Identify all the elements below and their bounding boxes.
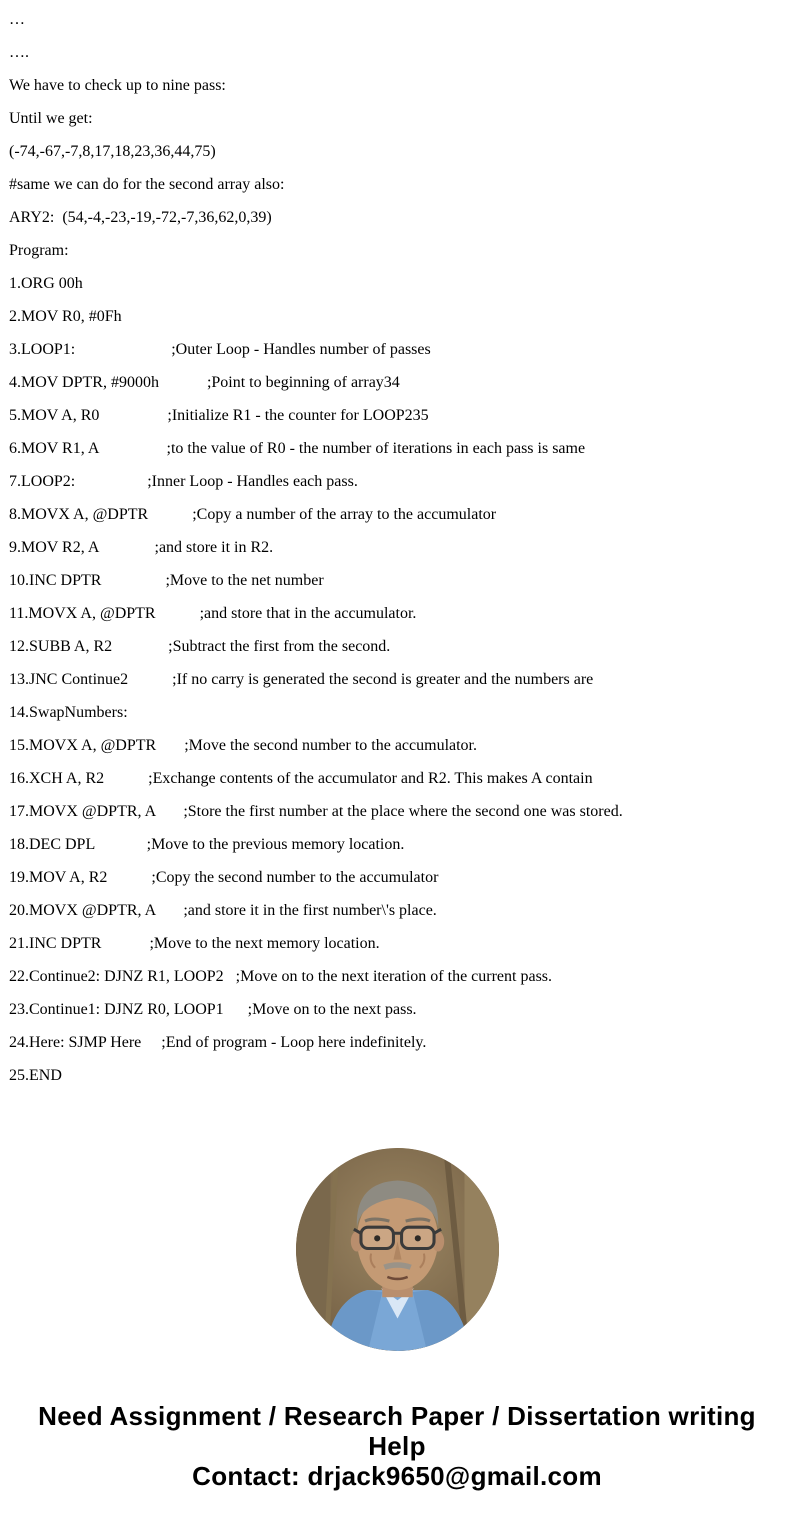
text-line: 7.LOOP2: ;Inner Loop - Handles each pass.	[9, 473, 358, 490]
text-line: Until we get:	[9, 110, 93, 127]
text-line: Program:	[9, 242, 69, 259]
text-line: 19.MOV A, R2 ;Copy the second number to the accumulator	[9, 869, 439, 886]
text-line: …	[9, 11, 25, 28]
text-line: ARY2: (54,-4,-23,-19,-72,-7,36,62,0,39)	[9, 209, 272, 226]
text-line: #same we can do for the second array also:	[9, 176, 285, 193]
text-line: 2.MOV R0, #0Fh	[9, 308, 122, 325]
text-line: 4.MOV DPTR, #9000h ;Point to beginning of array34	[9, 374, 400, 391]
footer-contact-text: Contact: drjack9650@gmail.com	[192, 1461, 602, 1491]
footer-banner	[17, 1401, 777, 1491]
portrait-photo-icon	[296, 1148, 499, 1351]
text-line: 24.Here: SJMP Here ;End of program - Loop here indefinitely.	[9, 1034, 427, 1051]
text-line: 10.INC DPTR ;Move to the net number	[9, 572, 324, 589]
text-line: 18.DEC DPL ;Move to the previous memory location.	[9, 836, 405, 853]
text-line: 13.JNC Continue2 ;If no carry is generated the second is greater and the numbers are	[9, 671, 594, 688]
text-line: 12.SUBB A, R2 ;Subtract the first from the second.	[9, 638, 391, 655]
text-line: 22.Continue2: DJNZ R1, LOOP2 ;Move on to the next iteration of the current pass.	[9, 968, 553, 985]
text-line: 8.MOVX A, @DPTR ;Copy a number of the array to the accumulator	[9, 506, 497, 523]
footer-help-text: Need Assignment / Research Paper / Dissertation writing Help	[38, 1401, 756, 1461]
text-line: ….	[9, 44, 29, 61]
text-line: 1.ORG 00h	[9, 275, 83, 292]
portrait-photo	[296, 1148, 499, 1351]
text-line: 25.END	[9, 1067, 62, 1084]
text-line: 14.SwapNumbers:	[9, 704, 128, 721]
text-line: 6.MOV R1, A ;to the value of R0 - the number of iterations in each pass is same	[9, 440, 586, 457]
text-line: 5.MOV A, R0 ;Initialize R1 - the counter for LOOP235	[9, 407, 429, 424]
text-line: 9.MOV R2, A ;and store it in R2.	[9, 539, 274, 556]
portrait-photo-container	[0, 1148, 794, 1351]
text-line: We have to check up to nine pass:	[9, 77, 226, 94]
text-line: 15.MOVX A, @DPTR ;Move the second number to the accumulator.	[9, 737, 477, 754]
text-line: 23.Continue1: DJNZ R0, LOOP1 ;Move on to the next pass.	[9, 1001, 417, 1018]
text-line: 21.INC DPTR ;Move to the next memory location.	[9, 935, 380, 952]
text-line: 16.XCH A, R2 ;Exchange contents of the accumulator and R2. This makes A contain	[9, 770, 593, 787]
text-line: 17.MOVX @DPTR, A ;Store the first number at the place where the second one was stored.	[9, 803, 623, 820]
text-line: 11.MOVX A, @DPTR ;and store that in the accumulator.	[9, 605, 417, 622]
text-line: 3.LOOP1: ;Outer Loop - Handles number of passes	[9, 341, 431, 358]
text-line: 20.MOVX @DPTR, A ;and store it in the first number\'s place.	[9, 902, 437, 919]
text-line: (-74,-67,-7,8,17,18,23,36,44,75)	[9, 143, 216, 160]
